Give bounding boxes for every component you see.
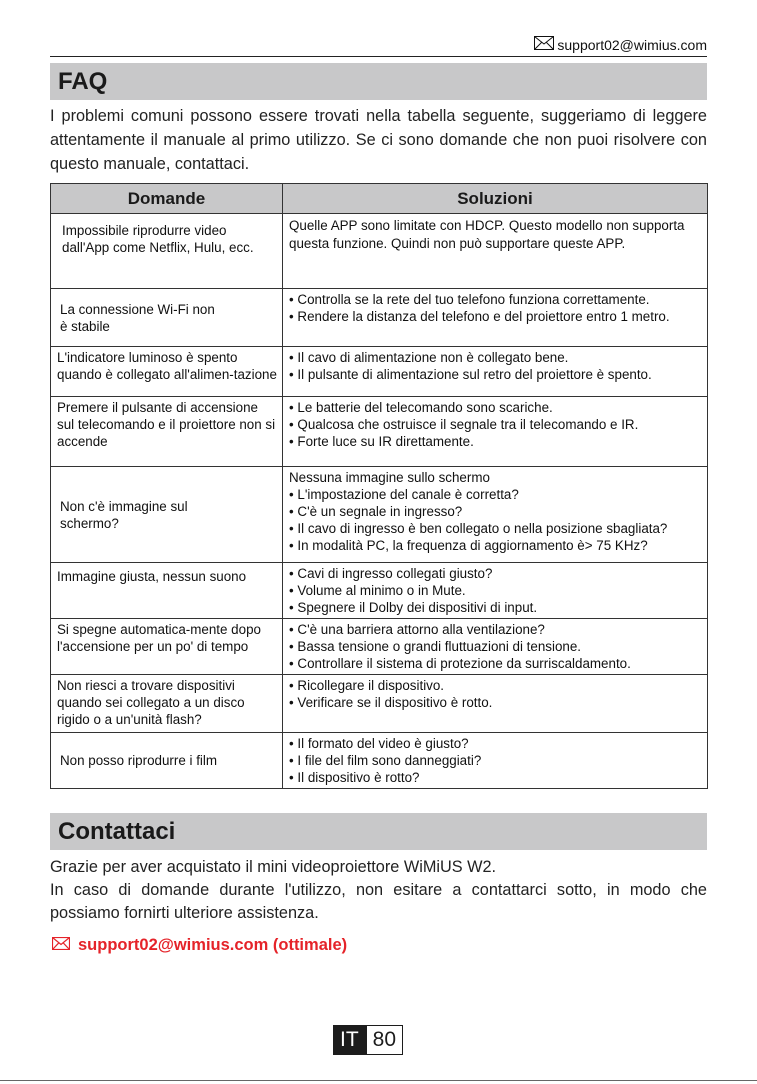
faq-solution-line: • C'è un segnale in ingresso? (289, 504, 463, 519)
faq-solution-line: • Verificare se il dispositivo è rotto. (289, 695, 493, 710)
faq-intro: I problemi comuni possono essere trovati nella tabella seguente, suggeriamo di leggere attentamente il manuale al primo utilizzo. Se ci sono domande che non puoi risolvere con questo manuale, contattaci. (50, 107, 707, 173)
envelope-icon (534, 36, 554, 53)
page-number-value: 80 (366, 1025, 403, 1055)
contact-line-2: In caso di domande durante l'utilizzo, non esitare a contattarci sotto, in modo che possiamo fornirti ulteriore assistenza. (50, 881, 707, 922)
faq-row (51, 733, 708, 789)
faq-row (51, 289, 708, 347)
faq-solution-line: • Rendere la distanza del telefono e del proiettore entro 1 metro. (289, 309, 670, 324)
contact-title: Contattaci (50, 813, 707, 850)
faq-question: Non riesci a trovare dispositivi quando sei collegato a un disco rigido o a un'unità flash? (51, 675, 283, 733)
faq-row (51, 619, 708, 675)
faq-row (51, 563, 708, 619)
page-language: IT (333, 1025, 366, 1055)
faq-table (50, 183, 708, 789)
faq-solution-line: • Le batterie del telecomando sono scariche. (289, 400, 553, 415)
faq-solution-line: • Il formato del video è giusto? (289, 736, 469, 751)
faq-question: L'indicatore luminoso è spento quando è collegato all'alimen-tazione (51, 347, 283, 397)
faq-solutions (283, 214, 708, 289)
faq-title: FAQ (50, 63, 707, 100)
faq-row (51, 214, 708, 289)
faq-question: Impossibile riprodurre video dall'App come Netflix, Hulu, ecc. (51, 214, 283, 289)
column-header-solutions: Soluzioni (283, 184, 708, 214)
faq-solution-line: • Bassa tensione o grandi fluttuazioni di tensione. (289, 639, 582, 654)
faq-solutions (283, 619, 708, 675)
contact-email-text: support02@wimius.com (ottimale) (78, 936, 348, 954)
faq-solutions (283, 563, 708, 619)
faq-solution-line: • Spegnere il Dolby dei dispositivi di input. (289, 600, 538, 615)
contact-email[interactable] (52, 936, 347, 955)
faq-solution-line: • In modalità PC, la frequenza di aggiornamento è> 75 KHz? (289, 538, 648, 553)
header-divider (50, 56, 707, 57)
faq-solutions (283, 397, 708, 467)
faq-solution-line: • Cavi di ingresso collegati giusto? (289, 566, 493, 581)
faq-solution-line: Quelle APP sono limitate con HDCP. Questo modello non supporta questa funzione. Quindi non può supportare queste APP. (289, 218, 685, 251)
faq-solutions (283, 289, 708, 347)
faq-solution-line: • Controllare il sistema di protezione da surriscaldamento. (289, 656, 631, 671)
faq-solutions (283, 733, 708, 789)
faq-question: Non posso riprodurre i film (51, 733, 283, 789)
faq-row (51, 397, 708, 467)
faq-row (51, 347, 708, 397)
faq-solutions (283, 675, 708, 733)
column-header-questions: Domande (51, 184, 283, 214)
faq-solution-line: • Il cavo di ingresso è ben collegato o nella posizione sbagliata? (289, 521, 668, 536)
faq-table-header (51, 184, 708, 214)
faq-question: Si spegne automatica-mente dopo l'accensione per un po' di tempo (51, 619, 283, 675)
faq-solution-line: • Il cavo di alimentazione non è collegato bene. (289, 350, 569, 365)
faq-question: Premere il pulsante di accensione sul telecomando e il proiettore non si accende (51, 397, 283, 467)
header-email[interactable] (534, 36, 707, 53)
faq-solution-line: • Ricollegare il dispositivo. (289, 678, 445, 693)
faq-solution-line: • C'è una barriera attorno alla ventilazione? (289, 622, 545, 637)
faq-solution-line: Nessuna immagine sullo schermo (289, 470, 490, 485)
faq-solution-line: • Il dispositivo è rotto? (289, 770, 420, 785)
faq-solution-line: • Il pulsante di alimentazione sul retro del proiettore è spento. (289, 367, 652, 382)
faq-solution-line: • L'impostazione del canale è corretta? (289, 487, 519, 502)
faq-solutions (283, 467, 708, 563)
faq-solution-line: • I file del film sono danneggiati? (289, 753, 482, 768)
header-email-text: support02@wimius.com (557, 36, 707, 53)
faq-solution-line: • Forte luce su IR direttamente. (289, 434, 474, 449)
envelope-icon (52, 936, 70, 955)
faq-row (51, 675, 708, 733)
faq-question: Immagine giusta, nessun suono (51, 563, 283, 619)
faq-question: Non c'è immagine sul schermo? (51, 467, 283, 563)
faq-row (51, 467, 708, 563)
page-number (333, 1025, 403, 1055)
faq-solutions (283, 347, 708, 397)
faq-question: La connessione Wi-Fi non è stabile (51, 289, 283, 347)
contact-line-1: Grazie per aver acquistato il mini videoproiettore WiMiUS W2. (50, 858, 497, 876)
faq-solution-line: • Controlla se la rete del tuo telefono funziona correttamente. (289, 292, 650, 307)
faq-solution-line: • Qualcosa che ostruisce il segnale tra il telecomando e IR. (289, 417, 639, 432)
faq-solution-line: • Volume al minimo o in Mute. (289, 583, 466, 598)
contact-text (50, 856, 707, 925)
bottom-divider (0, 1080, 757, 1081)
